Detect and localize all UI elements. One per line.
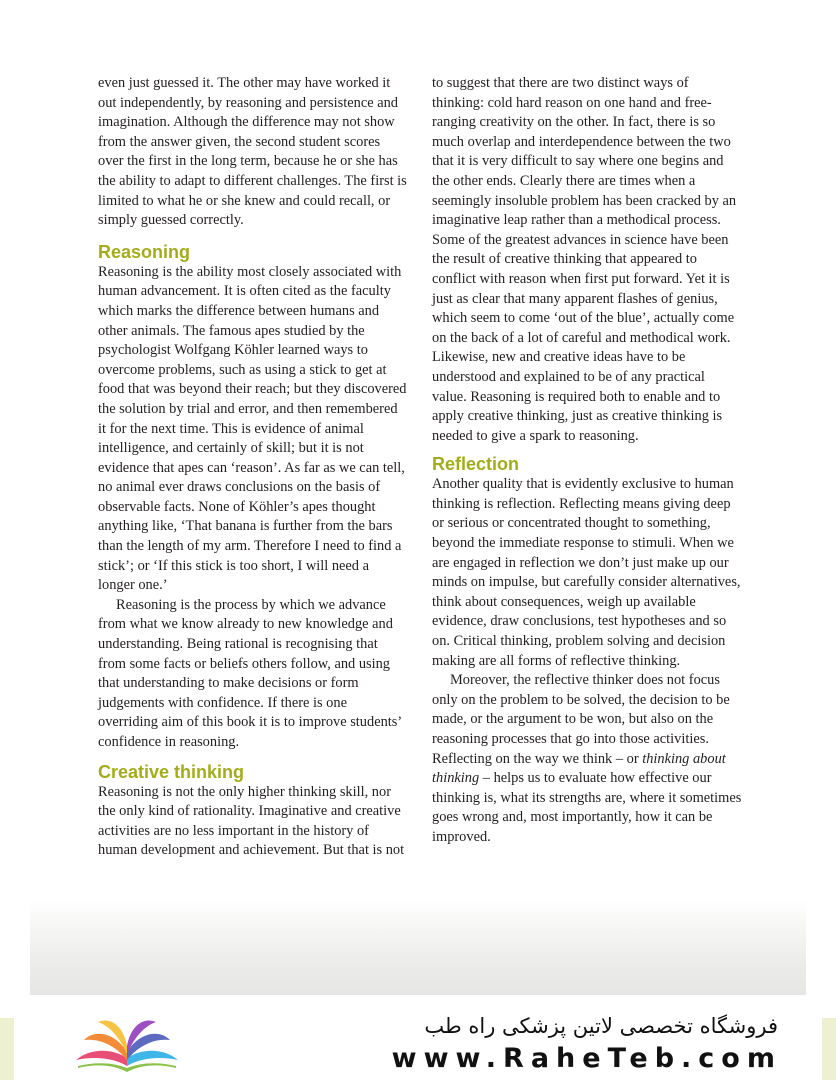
footer-left-tint xyxy=(0,1018,14,1080)
right-column xyxy=(432,74,742,848)
continuation-paragraph: to suggest that there are two distinct ways of thinking: cold hard reason on one hand and free-ranging creativity on the other. In fact, there is so much overlap and interdependence between the two that it is very difficult to say where one begins and the other ends. Clearly there are times when a seemingly insoluble problem has been cracked by an imaginative leap rather than a methodical process. Some of the greatest advances in science have been the result of creative thinking that appeared to conflict with reason when first put forward. Yet it is just as clear that many apparent flashes of genius, which seem to come ‘out of the blue’, actually come on the back of a lot of careful and methodical work. Likewise, new and creative ideas have to be understood and explained to be of any practical value. Reasoning is required both to enable and to apply creative thinking, just as creative thinking is needed to give a spark to reasoning. xyxy=(432,75,737,444)
creative-thinking-paragraph: Reasoning is not the only higher thinking skill, nor the only kind of rationality. Imaginative and creative activities are no less important in the history of human development and achievement. But that is not xyxy=(98,783,405,859)
thinking-about-thinking-emphasis: thinking about thinking xyxy=(432,750,726,787)
reflection-p2-end: – helps us to evaluate how effective our thinking is, what its strengths are, where it sometimes goes wrong and, most importantly, how it can be improved. xyxy=(432,770,742,845)
reflection-paragraph-1: Another quality that is evidently exclusive to human thinking is reflection. Reflecting means giving deep or serious or concentrated thought to something, beyond the immediate response to stimuli. When we are engaged in reflection we don’t just make up our minds on impulse, but carefully consider alternatives, think about consequences, weigh up available evidence, draw conclusions, test hypotheses and so on. Critical thinking, problem solving and decision making are all forms of reflective thinking. xyxy=(432,476,741,669)
footer-right-tint xyxy=(822,1018,836,1080)
store-url[interactable]: www.RaheTeb.com xyxy=(391,1043,782,1074)
reasoning-paragraph-2: Reasoning is the process by which we advance from what we know already to new knowledge and understanding. Being rational is recognising that from some facts or beliefs others follow, and using that understanding to make decisions or form judgements with confidence. If there is one overriding aim of this book it is to improve students’ confidence in reasoning. xyxy=(98,596,402,750)
reflection-paragraph-2 xyxy=(432,671,742,847)
creative-thinking-heading: Creative thinking xyxy=(98,761,245,782)
reflection-heading: Reflection xyxy=(432,454,520,475)
reasoning-heading: Reasoning xyxy=(98,241,191,262)
reasoning-paragraph-1: Reasoning is the ability most closely associated with human advancement. It is often cited as the faculty which marks the difference between humans and other animals. The famous apes studied by the psychologist Wolfgang Köhler learned ways to overcome problems, such as using a stick to get at food that was beyond their reach; but they discovered the solution by trial and error, and then remembered it for the next time. This is evidence of animal intelligence, and certainly of skill; but it is not evidence that apes can ‘reason’. As far as we can tell, no animal ever draws conclusions on the basis of observable facts. None of Köhler’s apes thought anything like, ‘That banana is further from the bars than the length of my arm. Therefore I need to find a stick’; or ‘If this stick is too short, I will need a longer one.’ xyxy=(98,263,407,594)
store-name: فروشگاه تخصصی لاتین پزشکی راه طب xyxy=(424,1014,778,1038)
reflection-p2-start: Moreover, the reflective thinker does not focus only on the problem to be solved, the decision to be made, or the argument to be won, but also on the reasoning processes that go into those activities. Reflecting on the way we think – or xyxy=(432,672,730,767)
open-book-logo-icon xyxy=(72,1008,182,1076)
left-column xyxy=(98,74,408,861)
intro-paragraph: even just guessed it. The other may have worked it out independently, by reasoning and persistence and imagination. Although the difference may not show from the answer given, the second student scores over the first in the long term, because he or she has the ability to adapt to different challenges. The first is limited to what he or she knew and could recall, or simply guessed correctly. xyxy=(98,75,407,229)
